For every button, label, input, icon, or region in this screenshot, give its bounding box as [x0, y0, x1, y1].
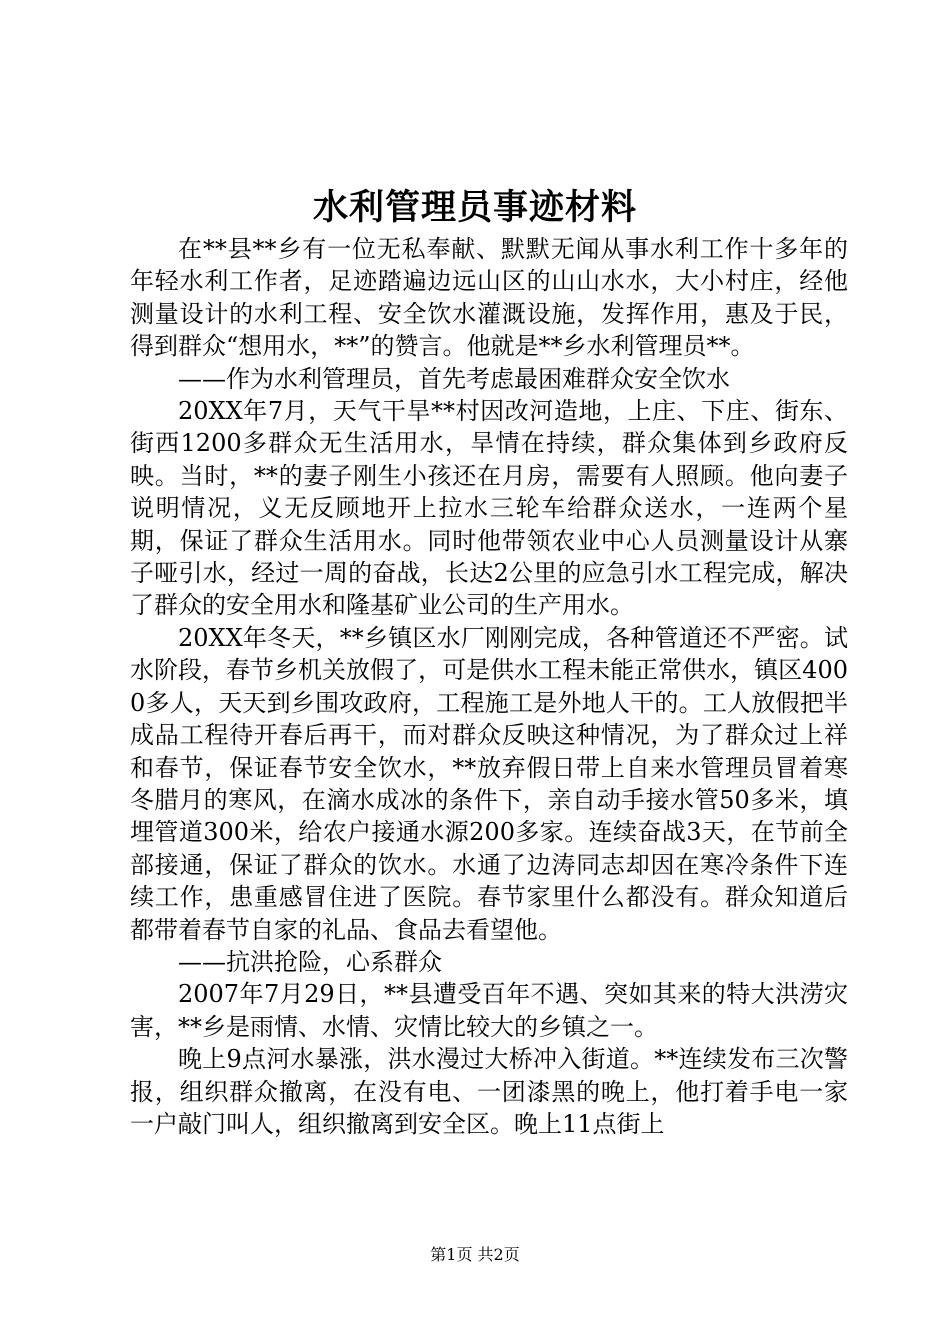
document-body — [130, 233, 848, 1140]
paragraph-flood-disaster: 2007年7月29日，**县遭受百年不遇、突如其来的特大洪涝灾害，**乡是雨情、水情、灾情比较大的乡镇之一。 — [130, 980, 848, 1041]
page-footer: 第1页 共2页 — [430, 1245, 520, 1264]
paragraph-drought: 20XX年7月，天气干旱**村因改河造地，上庄、下庄、街东、街西1200多群众无生活用水，旱情在持续，群众集体到乡政府反映。当时，**的妻子刚生小孩还在月房，需要有人照顾。他向妻子说明情况，义无反顾地开上拉水三轮车给群众送水，一连两个星期，保证了群众生活用水。同时他带领农业中心人员测量设计从寨子哑引水，经过一周的奋战，长达2公里的应急引水工程完成，解决了群众的安全用水和隆基矿业公司的生产用水。 — [130, 397, 848, 620]
paragraph-flood-evacuation: 晚上9点河水暴涨，洪水漫过大桥冲入街道。**连续发布三次警报，组织群众撤离，在没有电、一团漆黑的晚上，他打着手电一家一户敲门叫人，组织撤离到安全区。晚上11点街上 — [130, 1045, 848, 1138]
document-title: 水利管理员事迹材料 — [312, 187, 637, 228]
section-heading-drinking-water: ——作为水利管理员，首先考虑最困难群众安全饮水 — [178, 364, 730, 393]
paragraph-winter-waterworks: 20XX年冬天，**乡镇区水厂刚刚完成，各种管道还不严密。试水阶段，春节乡机关放假了，可是供水工程未能正常供水，镇区4000多人，天天到乡围攻政府，工程施工是外地人干的。工人放假把半成品工程待开春后再干，而对群众反映这种情况，为了群众过上祥和春节，保证春节安全饮水，**放弃假日带上自来水管理员冒着寒冬腊月的寒风，在滴水成冰的条件下，亲自动手接水管50多米，填埋管道300米，给农户接通水源200多家。连续奋战3天，在节前全部接通，保证了群众的饮水。水通了边涛同志却因在寒冷条件下连续工作，患重感冒住进了医院。春节家里什么都没有。群众知道后都带着春节自家的礼品、食品去看望他。 — [130, 623, 848, 944]
section-heading-flood-relief: ——抗洪抢险，心系群众 — [178, 947, 442, 976]
paragraph-intro: 在**县**乡有一位无私奉献、默默无闻从事水利工作十多年的年轻水利工作者，足迹踏遍边远山区的山山水水，大小村庄，经他测量设计的水利工程、安全饮水灌溉设施，发挥作用，惠及于民，得到群众“想用水，**”的赞言。他就是**乡水利管理员**。 — [130, 235, 848, 361]
